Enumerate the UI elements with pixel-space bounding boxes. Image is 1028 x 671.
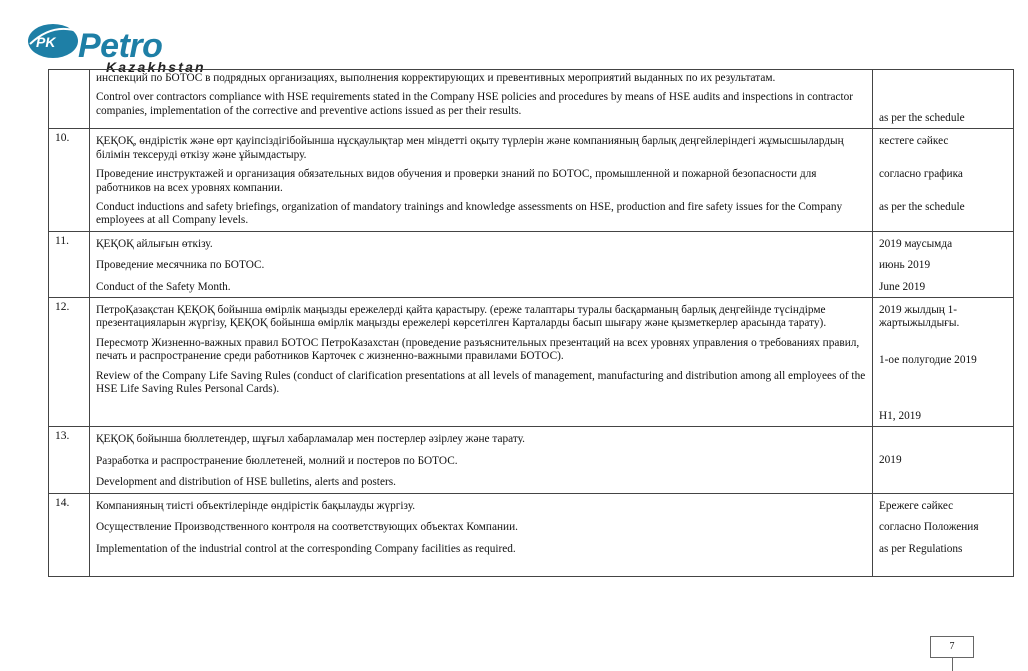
- description-en: Development and distribution of HSE bulletins, alerts and posters.: [96, 476, 396, 489]
- logo-petro-text: Petro: [78, 27, 163, 65]
- row-description: [90, 493, 873, 576]
- description-en: Review of the Company Life Saving Rules (conduct of clarification presentations at all levels of management, manufacturing and distribution among all employees of the HSE Life Saving Rules Personal Cards).: [96, 369, 866, 396]
- deadline-en: June 2019: [879, 280, 926, 293]
- deadline-en: as per the schedule: [879, 112, 965, 124]
- deadline-ru: 2019: [879, 454, 902, 467]
- deadline-ru: июнь 2019: [879, 259, 931, 272]
- deadline-en: H1, 2019: [879, 410, 922, 423]
- description-ru: Проведение инструктажей и организация обязательных видов обучения и проверки знаний по БОТОС, промышленной и пожарной безопасности для работников на всех уровнях компании.: [96, 168, 817, 194]
- page-number-tick: [952, 657, 953, 671]
- deadline-spacer: [879, 72, 1009, 112]
- description-kz: ҚЕҚОҚ, өндірістік және өрт қауіпсіздігібойынша нұсқаулықтар мен міндетті оқыту түрлерін және компанияның барлық деңгейлеріндегі жұмысшылардың білімін тексеруді өткізу және ұйымдастыру.: [96, 135, 844, 161]
- page-number: 7: [930, 636, 974, 658]
- description-ru: Пересмотр Жизненно-важных правил БОТОС ПетроКазахстан (проведение разъяснительных презентаций на всех уровнях управления о требованиях правил, печать и распространение среди работников Карточек с жизненно-важными правилами БОТОС).: [96, 336, 860, 363]
- description-en: Control over contractors compliance with HSE requirements stated in the Company HSE policies and procedures by means of HSE audits and inspections in contractor companies, implementation of the corrective and preventive actions issued as per their results.: [96, 91, 854, 117]
- row-number: 12.: [49, 298, 90, 427]
- row-deadline: [873, 129, 1014, 231]
- description-ru: Проведение месячника по БОТОС.: [96, 259, 265, 272]
- row-number: 14.: [49, 493, 90, 576]
- table-row: [49, 427, 1014, 493]
- row-deadline: [873, 70, 1014, 129]
- deadline-en: as per the schedule: [879, 201, 965, 214]
- description-ru: Осуществление Производственного контроля на соответствующих объектах Компании.: [96, 521, 518, 534]
- table-row: [49, 493, 1014, 576]
- table-row: [49, 70, 1014, 129]
- description-en: Implementation of the industrial control at the corresponding Company facilities as required.: [96, 542, 516, 555]
- row-number: 13.: [49, 427, 90, 493]
- description-kz: ПетроҚазақстан ҚЕҚОҚ бойынша өмірлік маңызды ережелерді қайта қарастыру. (ереже талаптары туралы басқарманың барлық деңгейінде түсіндірме презентацияларын жүргізу, ҚЕҚОҚ бойынша өмірлік маңызды ережелері көрсетілген Карталарды басып шығару және қызметкерлер арасында тарату).: [96, 304, 827, 330]
- description-kz: Компанияның тиісті объектілерінде өндірістік бақылауды жүргізу.: [96, 499, 416, 512]
- deadline-kz: Ережеге сәйкес: [879, 499, 954, 512]
- row-description: [90, 231, 873, 297]
- deadline-kz: [879, 433, 1009, 454]
- row-description: [90, 129, 873, 231]
- logo-badge-text: PK: [36, 34, 56, 50]
- hse-plan-table: [48, 69, 1014, 577]
- row-number: 10.: [49, 129, 90, 231]
- row-number: 11.: [49, 231, 90, 297]
- table-row: [49, 298, 1014, 427]
- company-logo: [26, 14, 236, 75]
- row-number: [49, 70, 90, 129]
- deadline-ru: согласно графика: [879, 168, 963, 181]
- description-en: Conduct inductions and safety briefings, organization of mandatory trainings and knowledge assessments on HSE, production and fire safety issues for the Company employees at all Company levels.: [96, 201, 843, 227]
- row-description: [90, 427, 873, 493]
- deadline-kz: 2019 маусымда: [879, 237, 953, 250]
- deadline-ru: 1-ое полугодие 2019: [879, 354, 977, 367]
- row-deadline: [873, 493, 1014, 576]
- table-row: [49, 129, 1014, 231]
- deadline-kz: кестеге сәйкес: [879, 135, 949, 148]
- deadline-ru: согласно Положения: [879, 521, 979, 534]
- row-deadline: [873, 427, 1014, 493]
- row-deadline: [873, 231, 1014, 297]
- row-deadline: [873, 298, 1014, 427]
- deadline-kz: 2019 жылдың 1-жартыжылдығы.: [879, 304, 960, 330]
- logo-kazakhstan-text: Kazakhstan: [106, 59, 206, 75]
- row-description: [90, 298, 873, 427]
- description-kz: ҚЕҚОҚ бойынша бюллетендер, шұғыл хабарламалар мен постерлер әзірлеу және тарату.: [96, 433, 525, 446]
- logo-badge-icon: [26, 14, 86, 68]
- description-kz: ҚЕҚОҚ айлығын өткізу.: [96, 237, 213, 250]
- description-ru: инспекций по БОТОС в подрядных организациях, выполнения корректирующих и превентивных мероприятий выданных по их результатам.: [96, 72, 776, 84]
- deadline-en: as per Regulations: [879, 542, 963, 555]
- table-row: [49, 231, 1014, 297]
- description-en: Conduct of the Safety Month.: [96, 280, 231, 293]
- description-ru: Разработка и распространение бюллетеней, молний и постеров по БОТОС.: [96, 454, 458, 467]
- row-description: [90, 70, 873, 129]
